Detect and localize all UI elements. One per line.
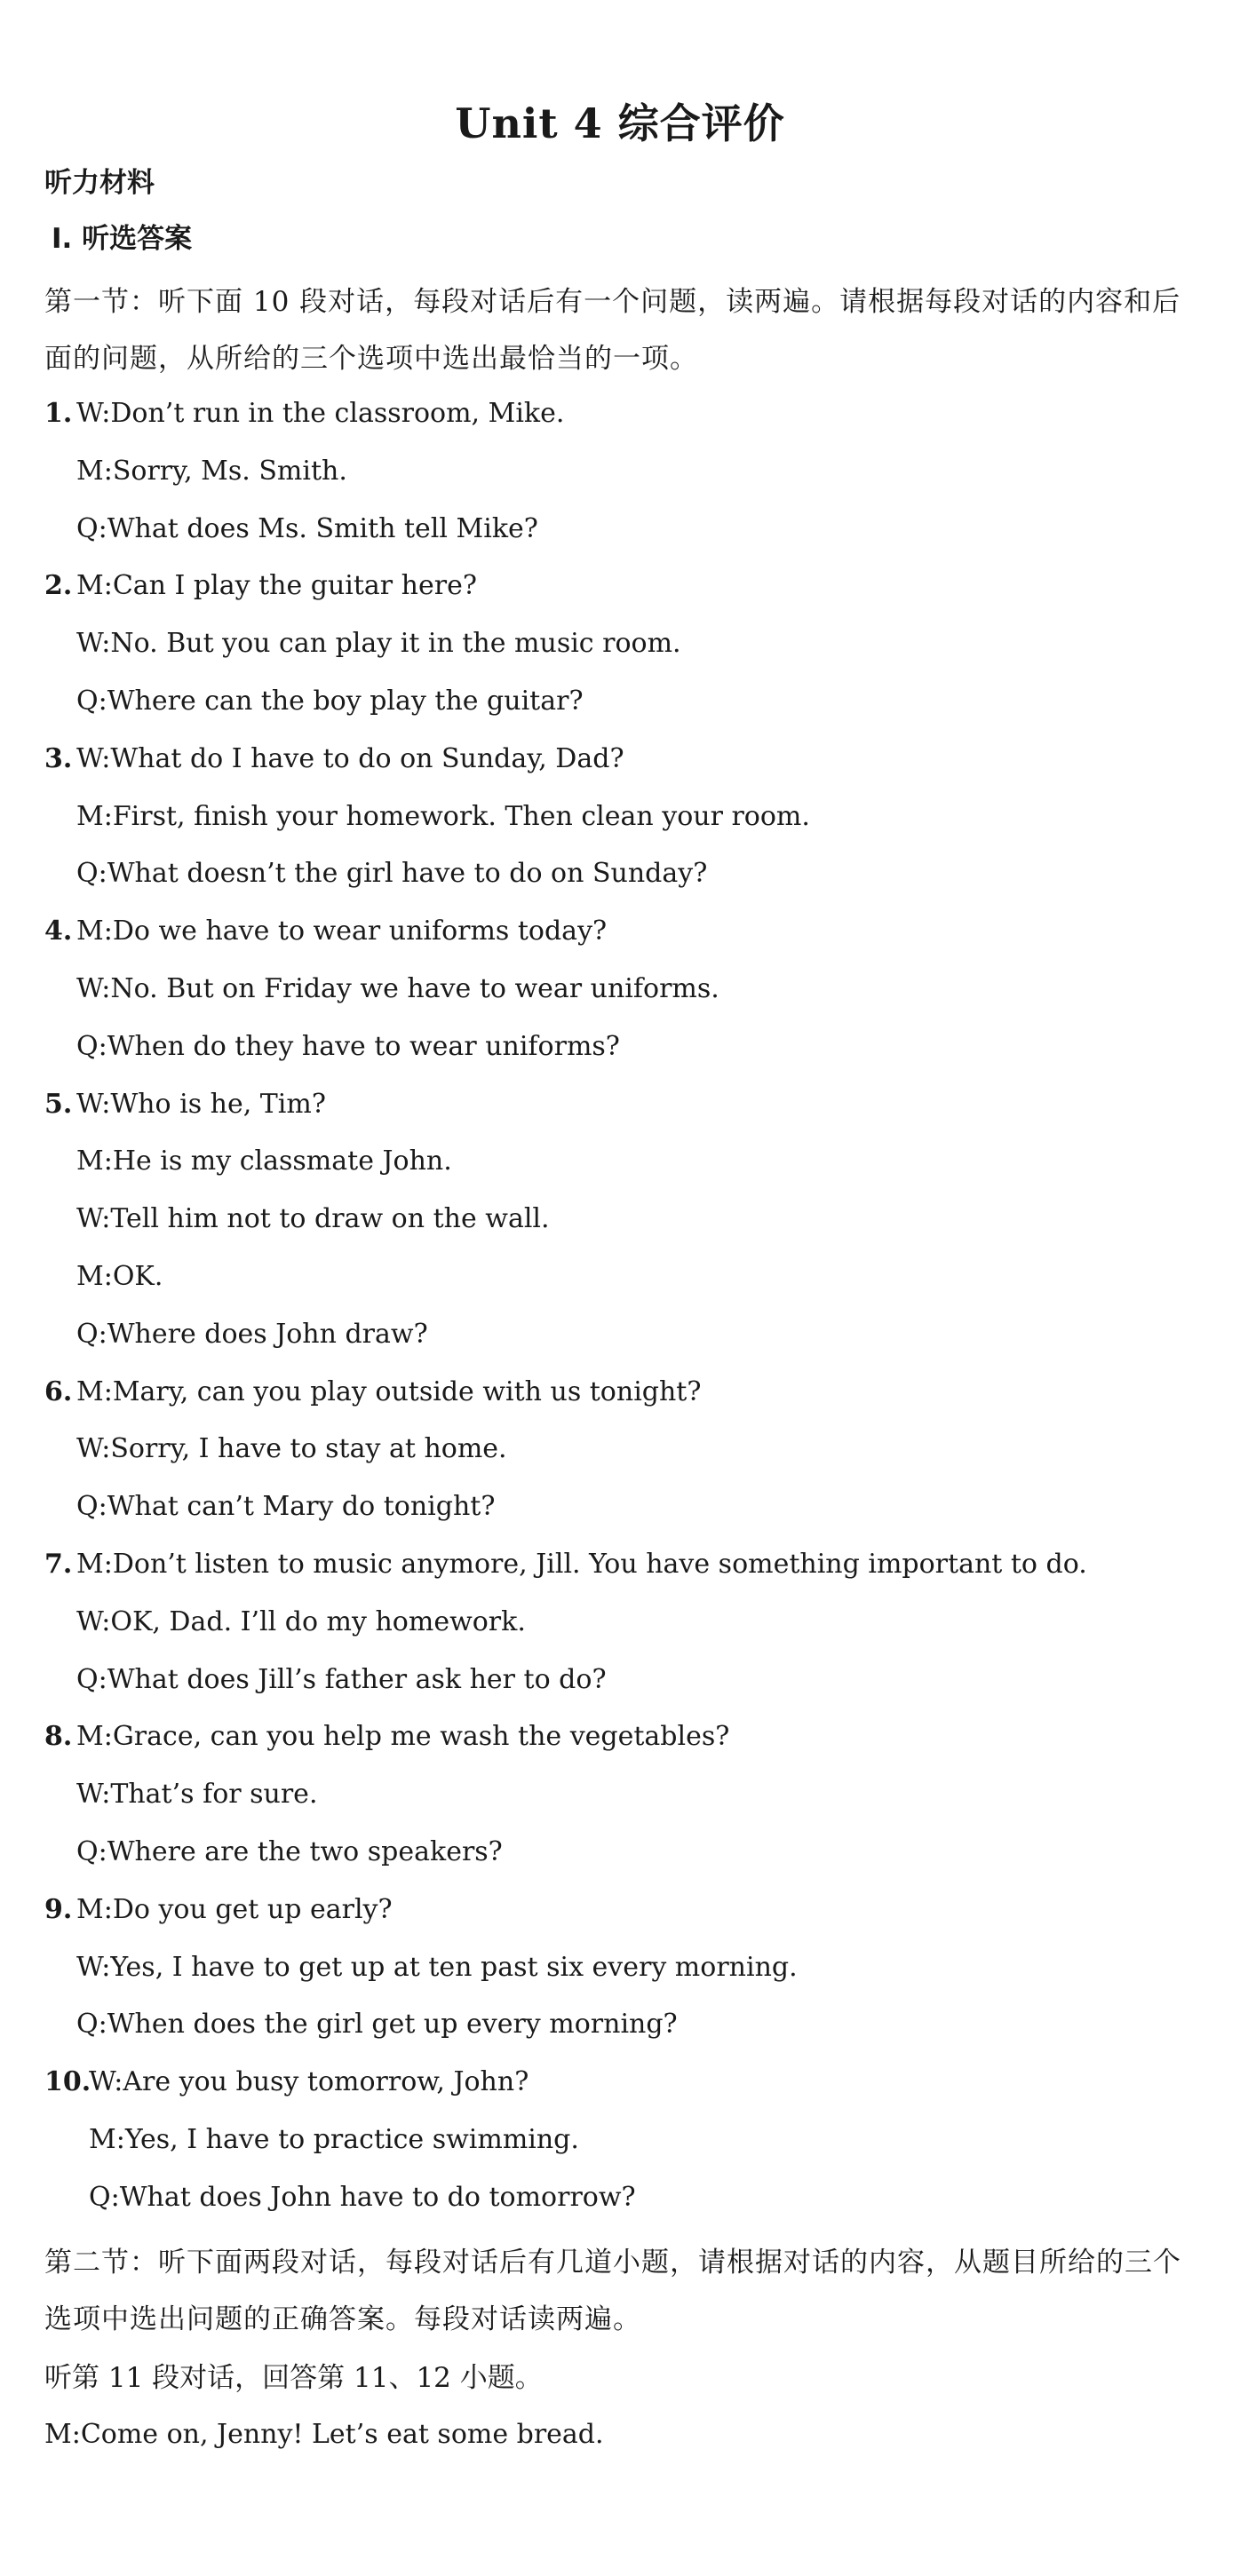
speaker-label: W xyxy=(76,1605,102,1637)
line-text: Do we have to wear uniforms today? xyxy=(112,915,608,947)
dialogue-line: W:OK, Dad. I’ll do my homework. xyxy=(76,1605,526,1637)
speaker-label: W xyxy=(76,1088,102,1120)
line-text: What does Ms. Smith tell Mike? xyxy=(107,512,538,544)
speaker-label: W xyxy=(76,742,102,774)
part2-instructions: 第二节：听下面两段对话，每段对话后有几道小题，请根据对话的内容，从题目所给的三个选项中选出问题的正确答案。每段对话读两遍。 xyxy=(44,2247,1181,2335)
dialogue-line: W:Tell him not to draw on the wall. xyxy=(76,1203,550,1235)
line-text: Can I play the guitar here? xyxy=(112,570,477,602)
line-text: What do I have to do on Sunday, Dad? xyxy=(110,742,624,774)
speaker-label: W xyxy=(76,398,102,429)
line-text: OK, Dad. I’ll do my homework. xyxy=(110,1605,526,1637)
line-text: No. But on Friday we have to wear uniforms. xyxy=(110,972,719,1004)
dialogue11-instructions: 听第 11 段对话，回答第 11、12 小题。 xyxy=(44,2362,543,2394)
speaker-label: Q xyxy=(76,1835,99,1867)
dialogue-line: Q:When does the girl get up every morning? xyxy=(76,2009,678,2041)
line-text: Don’t listen to music anymore, Jill. You have something important to do. xyxy=(112,1548,1087,1580)
dialogue-line: Q:What does John have to do tomorrow? xyxy=(89,2181,636,2213)
dialogue-line: W:That’s for sure. xyxy=(76,1779,318,1811)
line-text: Sorry, I have to stay at home. xyxy=(110,1433,507,1465)
speaker-label: Q xyxy=(76,512,99,544)
dialogue-line: M:Yes, I have to practice swimming. xyxy=(89,2123,579,2155)
line-text: Where are the two speakers? xyxy=(107,1835,503,1867)
speaker-label: Q xyxy=(76,1663,99,1695)
dialogue-line: M:First, finish your homework. Then clean your room. xyxy=(76,800,810,832)
dialogue-number: 3. xyxy=(44,742,73,774)
dialogue-line: M:He is my classmate John. xyxy=(76,1145,452,1177)
line-text: What does Jill’s father ask her to do? xyxy=(107,1663,607,1695)
dialogue-line: 10.W:Are you busy tomorrow, John? xyxy=(44,2054,1199,2112)
speaker-label: W xyxy=(76,972,102,1004)
line-text: No. But you can play it in the music room. xyxy=(110,628,681,660)
dialogue-number: 4. xyxy=(44,915,73,947)
speaker-label: W xyxy=(76,1203,102,1235)
part-heading: Ⅰ. 听选答案 xyxy=(52,223,193,255)
dialogue-list xyxy=(44,385,1199,2227)
speaker-label: W xyxy=(76,1951,102,1983)
dialogue-number: 6. xyxy=(44,1375,73,1407)
line-text: What does John have to do tomorrow? xyxy=(119,2181,636,2213)
speaker-label: W xyxy=(76,628,102,660)
dialogue-line: W:Sorry, I have to stay at home. xyxy=(76,1433,507,1465)
line-text: Where can the boy play the guitar? xyxy=(107,685,584,717)
line-text: Don’t run in the classroom, Mike. xyxy=(110,398,565,429)
speaker-label: Q xyxy=(76,685,99,717)
line-text: Come on, Jenny! Let’s eat some bread. xyxy=(80,2419,604,2450)
speaker-label: M xyxy=(76,800,104,832)
speaker-label: M xyxy=(76,1893,104,1925)
line-text: Sorry, Ms. Smith. xyxy=(112,455,347,487)
dialogue-line: 4. M:Do we have to wear uniforms today? xyxy=(44,903,1199,961)
dialogue-line: Q:What doesn’t the girl have to do on Sunday? xyxy=(76,858,708,890)
dialogue-line: 6. M:Mary, can you play outside with us tonight? xyxy=(44,1364,1199,1422)
line-text: When does the girl get up every morning? xyxy=(107,2009,678,2041)
speaker-label: W xyxy=(76,1779,102,1811)
line-text: Yes, I have to get up at ten past six every morning. xyxy=(110,1951,798,1983)
dialogue-line: Q:When do they have to wear uniforms? xyxy=(76,1030,620,1062)
line-text: Who is he, Tim? xyxy=(110,1088,326,1120)
line-text: Where does John draw? xyxy=(107,1318,428,1350)
speaker-label: M xyxy=(44,2419,72,2450)
dialogue-line: M:OK. xyxy=(76,1260,163,1292)
line-text: He is my classmate John. xyxy=(112,1145,452,1177)
line-text: Mary, can you play outside with us tonight? xyxy=(112,1375,702,1407)
dialogue-line: 3. W:What do I have to do on Sunday, Dad? xyxy=(44,731,1199,789)
dialogue-number: 1. xyxy=(44,398,73,429)
line-text: What doesn’t the girl have to do on Sunday? xyxy=(107,858,708,890)
dialogue-line: 5. W:Who is he, Tim? xyxy=(44,1076,1199,1134)
dialogue-line: Q:What does Jill’s father ask her to do? xyxy=(76,1663,607,1695)
speaker-label: M xyxy=(76,455,104,487)
dialogue-line: Q:Where are the two speakers? xyxy=(76,1835,503,1867)
line-text: What can’t Mary do tonight? xyxy=(107,1491,496,1523)
speaker-label: Q xyxy=(76,1491,99,1523)
speaker-label: Q xyxy=(76,1318,99,1350)
section-heading: 听力材料 xyxy=(44,167,155,199)
speaker-label: M xyxy=(89,2123,116,2155)
line-text: That’s for sure. xyxy=(110,1779,318,1811)
line-text: Do you get up early? xyxy=(112,1893,393,1925)
dialogue-line: Q:What does Ms. Smith tell Mike? xyxy=(76,512,538,544)
line-text: When do they have to wear uniforms? xyxy=(107,1030,620,1062)
speaker-label: M xyxy=(76,1375,104,1407)
dialogue-line: W:No. But on Friday we have to wear uniforms. xyxy=(76,972,719,1004)
dialogue-line: Q:Where can the boy play the guitar? xyxy=(76,685,584,717)
dialogue-number: 8. xyxy=(44,1721,73,1753)
dialogue-number: 10. xyxy=(44,2066,91,2098)
dialogue-line: M:Sorry, Ms. Smith. xyxy=(76,455,347,487)
line-text: Are you busy tomorrow, John? xyxy=(123,2066,529,2098)
dialogue-number: 5. xyxy=(44,1088,73,1120)
page-title: Unit 4 综合评价 xyxy=(455,99,785,147)
line-text: Yes, I have to practice swimming. xyxy=(124,2123,579,2155)
line-text: Grace, can you help me wash the vegetables? xyxy=(112,1721,730,1753)
dialogue11-first-line: M:Come on, Jenny! Let’s eat some bread. xyxy=(44,2419,604,2450)
dialogue-number: 2. xyxy=(44,570,73,602)
line-text: First, finish your homework. Then clean your room. xyxy=(112,800,810,832)
dialogue-line: 9. M:Do you get up early? xyxy=(44,1882,1199,1939)
dialogue-line: 1. W:Don’t run in the classroom, Mike. xyxy=(44,385,1199,443)
dialogue-line: 2. M:Can I play the guitar here? xyxy=(44,558,1199,615)
speaker-label: M xyxy=(76,1145,104,1177)
dialogue-line: 8. M:Grace, can you help me wash the vegetables? xyxy=(44,1708,1199,1766)
speaker-label: W xyxy=(76,1433,102,1465)
speaker-label: W xyxy=(89,2066,115,2098)
dialogue-line: 7. M:Don’t listen to music anymore, Jill. You have something important to do. xyxy=(44,1536,1199,1594)
speaker-label: M xyxy=(76,915,104,947)
part1-instructions: 第一节：听下面 10 段对话，每段对话后有一个问题，读两遍。请根据每段对话的内容和后面的问题，从所给的三个选项中选出最恰当的一项。 xyxy=(44,286,1181,375)
speaker-label: M xyxy=(76,570,104,602)
line-text: OK. xyxy=(112,1260,163,1292)
dialogue-line: Q:What can’t Mary do tonight? xyxy=(76,1491,496,1523)
speaker-label: Q xyxy=(76,2009,99,2041)
dialogue-number: 9. xyxy=(44,1893,73,1925)
speaker-label: Q xyxy=(76,858,99,890)
dialogue-line: Q:Where does John draw? xyxy=(76,1318,428,1350)
speaker-label: M xyxy=(76,1721,104,1753)
dialogue-line: W:No. But you can play it in the music room. xyxy=(76,628,681,660)
speaker-label: M xyxy=(76,1548,104,1580)
dialogue-number: 7. xyxy=(44,1548,73,1580)
line-text: Tell him not to draw on the wall. xyxy=(110,1203,550,1235)
dialogue-line: W:Yes, I have to get up at ten past six every morning. xyxy=(76,1951,798,1983)
speaker-label: Q xyxy=(76,1030,99,1062)
speaker-label: M xyxy=(76,1260,104,1292)
speaker-label: Q xyxy=(89,2181,111,2213)
